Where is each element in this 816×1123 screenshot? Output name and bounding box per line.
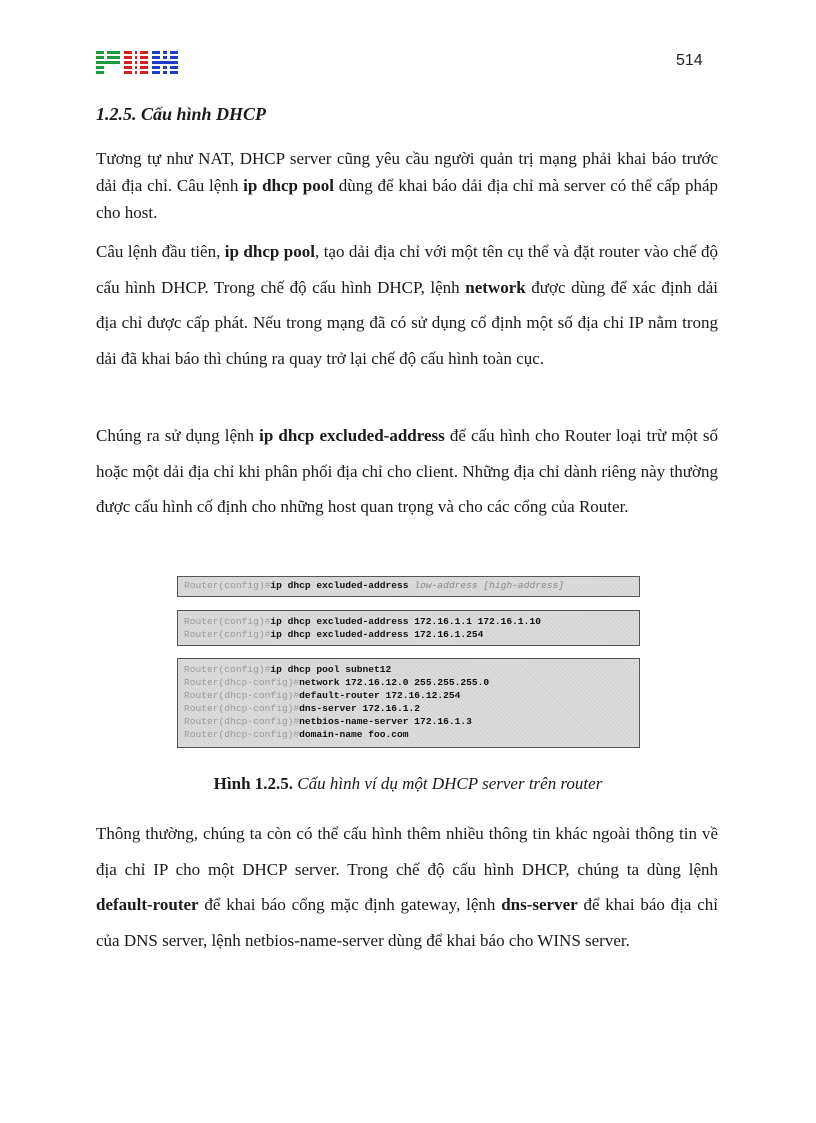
- cli-line: Router(config)#ip dhcp excluded-address 172.16.1.254: [184, 629, 484, 640]
- cli-line: Router(dhcp-config)#netbios-name-server 172.16.1.3: [184, 716, 472, 727]
- cli-line: Router(config)#ip dhcp excluded-address 172.16.1.1 172.16.1.10: [184, 616, 541, 627]
- cli-line: Router(config)#ip dhcp pool subnet12: [184, 664, 392, 675]
- figure-caption: Hình 1.2.5. Cấu hình ví dụ một DHCP server trên router: [213, 774, 603, 793]
- cli-line: Router(dhcp-config)#default-router 172.16.12.254: [184, 690, 461, 701]
- cli-excluded-address-box: [177, 610, 640, 646]
- cli-line: Router(dhcp-config)#dns-server 172.16.1.2: [184, 703, 421, 714]
- cli-dhcp-pool-box: [177, 658, 640, 748]
- cli-line: Router(dhcp-config)#domain-name foo.com: [184, 729, 409, 740]
- cli-syntax-box: [177, 576, 640, 597]
- cli-line: Router(dhcp-config)#network 172.16.12.0 255.255.255.0: [184, 677, 490, 688]
- cli-line: Router(config)#ip dhcp excluded-address low-address [high-address]: [184, 580, 564, 591]
- section-heading: 1.2.5. Cấu hình DHCP: [96, 104, 267, 124]
- publisher-logo: [96, 50, 178, 78]
- paragraph-2: Câu lệnh đầu tiên, ip dhcp pool, tạo dải địa chỉ với một tên cụ thể và đặt router vào chế độ cấu hình DHCP. Trong chế độ cấu hình DHCP, lệnh network được dùng để xác định dải địa chỉ được cấp phát. Nếu trong mạng đã có sử dụng cố định một số địa chỉ IP nằm trong dải đã khai báo thì chúng ra quay trở lại chế độ cấu hình toàn cục.: [96, 242, 718, 368]
- page-number: 514: [676, 52, 703, 69]
- paragraph-4: Thông thường, chúng ta còn có thể cấu hình thêm nhiều thông tin khác ngoài thông tin về địa chỉ IP cho một DHCP server. Trong chế độ cấu hình DHCP, chúng ta dùng lệnh default-router để khai báo cổng mặc định gateway, lệnh dns-server để khai báo địa chỉ của DNS server, lệnh netbios-name-server dùng để khai báo cho WINS server.: [96, 824, 718, 950]
- paragraph-3: Chúng ra sử dụng lệnh ip dhcp excluded-address để cấu hình cho Router loại trừ một số hoặc một dải địa chỉ khi phân phối địa chỉ cho client. Những địa chỉ dành riêng này thường được cấu hình cố định cho những host quan trọng và cho các cổng của Router.: [96, 426, 718, 516]
- paragraph-1: Tương tự như NAT, DHCP server cũng yêu cầu người quản trị mạng phải khai báo trước dải địa chỉ. Câu lệnh ip dhcp pool dùng để khai báo dải địa chỉ mà server có thể cấp pháp cho host.: [96, 149, 718, 222]
